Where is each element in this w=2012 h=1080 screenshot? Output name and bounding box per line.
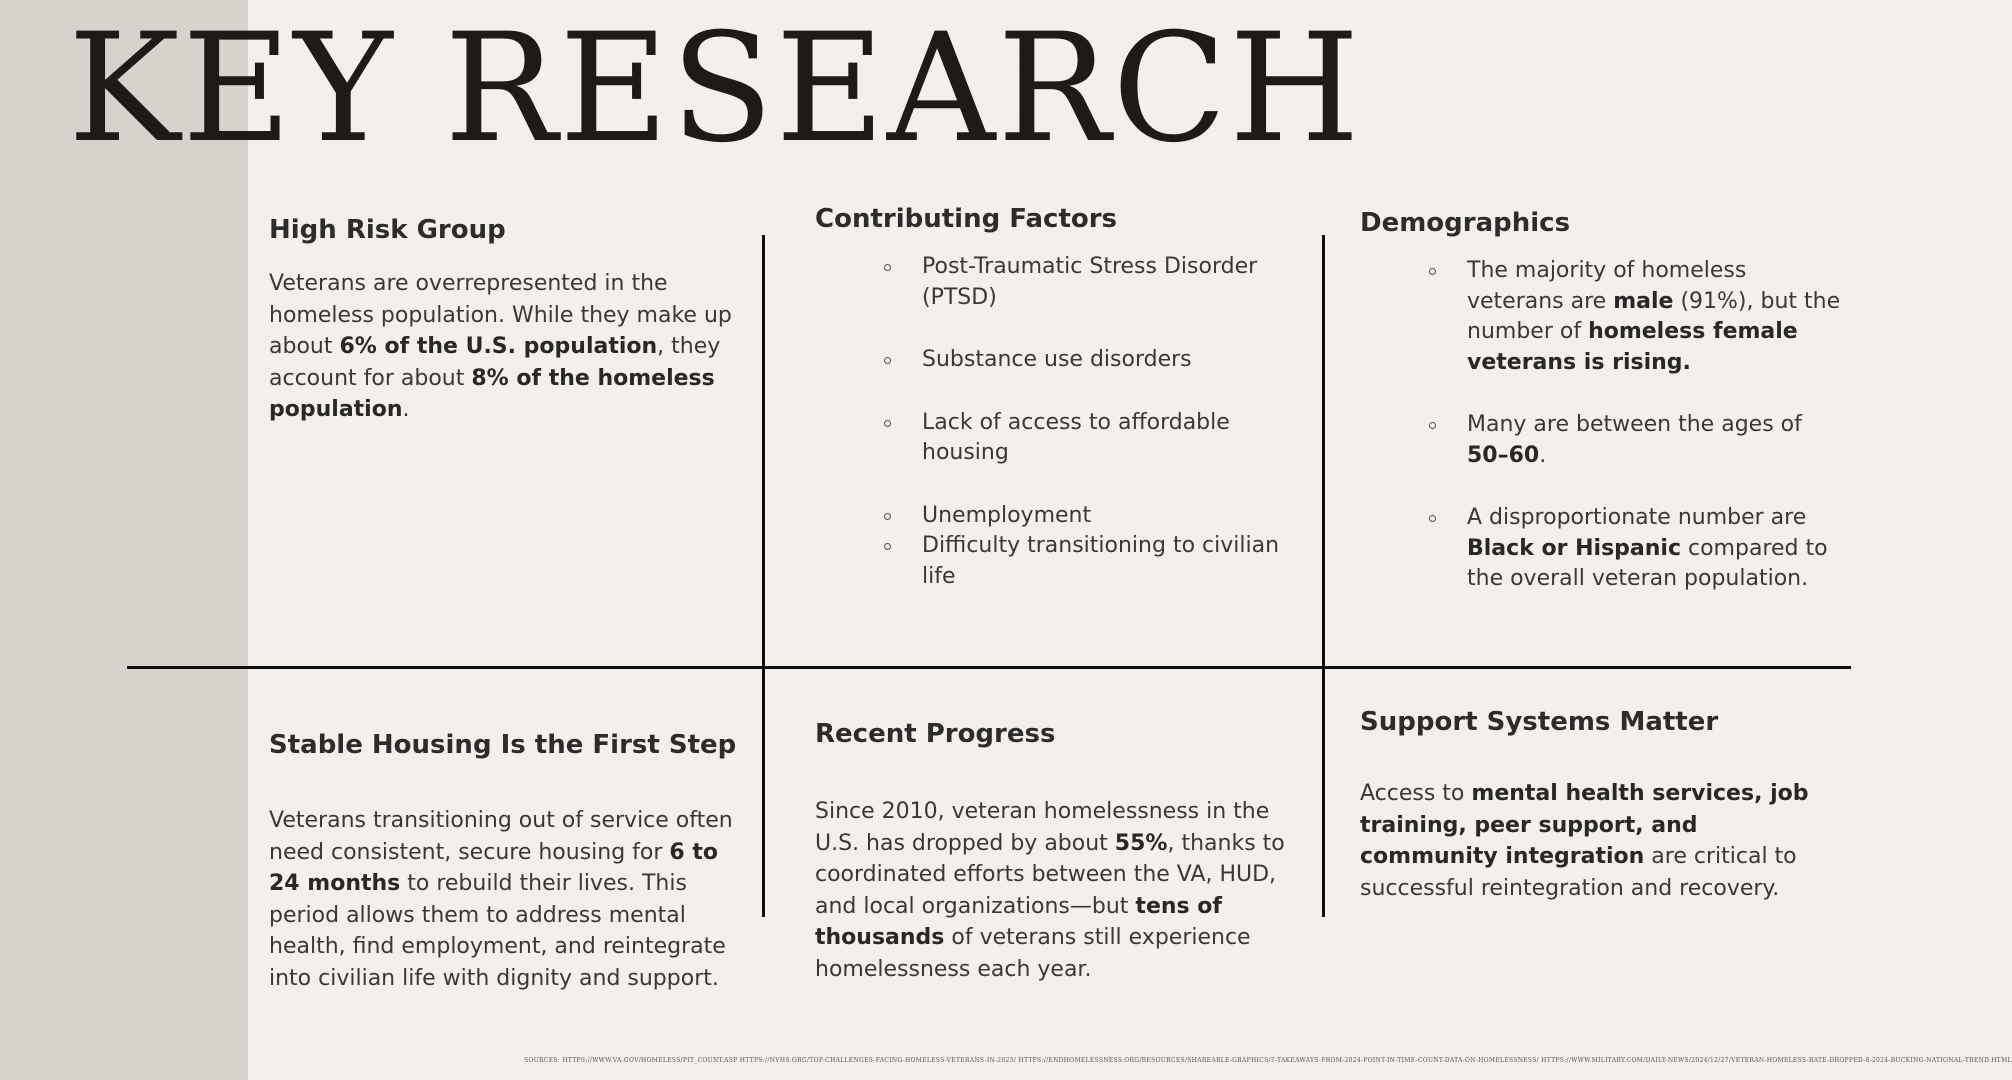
emphasis-text: 50–60	[1467, 442, 1540, 468]
section-body	[269, 805, 749, 994]
bullet-item	[922, 531, 1292, 592]
body-text: Many are between the ages of	[1467, 412, 1802, 438]
body-text: , they account for about	[269, 334, 721, 391]
section-heading: Demographics	[1360, 208, 1571, 238]
section-heading: Contributing Factors	[815, 204, 1118, 234]
emphasis-text: 55%	[1114, 830, 1168, 856]
body-text: .	[402, 397, 410, 423]
body-text: of veterans still experience homelessness each year.	[815, 925, 1251, 982]
bullet-list	[922, 252, 1292, 592]
bullet-circle-icon	[884, 264, 891, 271]
bullet-circle-icon	[1429, 268, 1436, 275]
page-title: KEY RESEARCH	[68, 2, 1362, 176]
section-body	[269, 268, 739, 426]
body-text: (91%), but the number of	[1467, 288, 1841, 345]
bullet-item	[922, 345, 1292, 376]
section-body	[815, 796, 1295, 985]
emphasis-text: male	[1613, 288, 1674, 314]
body-text: Since 2010, veteran homelessness in the U.S. has dropped by about	[815, 799, 1270, 856]
bullet-circle-icon	[884, 357, 891, 364]
bullet-item	[922, 252, 1292, 313]
recent-progress-section	[815, 719, 1295, 985]
body-text: compared to the overall veteran population.	[1467, 535, 1828, 592]
body-text: to rebuild their lives. This period allows them to address mental health, find employment, and reintegrate into civilian life with dignity and support.	[269, 871, 726, 991]
stable-housing-section	[269, 730, 749, 994]
support-systems-section	[1360, 707, 1840, 904]
emphasis-text: tens of thousands	[815, 893, 1222, 951]
demographics-section	[1360, 208, 1860, 595]
emphasis-text: Black or Hispanic	[1467, 535, 1681, 561]
bullet-circle-icon	[1429, 515, 1436, 522]
body-text: Post-Traumatic Stress Disorder (PTSD)	[922, 254, 1258, 310]
body-text: Difficulty transitioning to civilian life	[922, 533, 1280, 589]
vertical-divider-left	[762, 235, 765, 917]
body-text: The majority of homeless veterans are	[1467, 258, 1747, 314]
section-heading: Stable Housing Is the First Step	[269, 730, 737, 760]
body-text: Substance use disorders	[922, 347, 1192, 373]
body-text: are critical to successful reintegration and recovery.	[1360, 844, 1797, 901]
emphasis-text: mental health services, job training, peer support, and community integration	[1360, 781, 1809, 870]
high-risk-group-section	[269, 215, 739, 426]
emphasis-text: 6% of the U.S. population	[339, 334, 658, 360]
bullet-item	[1467, 256, 1847, 378]
bullet-item	[922, 501, 1292, 532]
emphasis-text: 6 to 24 months	[269, 839, 719, 897]
horizontal-divider	[127, 666, 1851, 669]
sources-footnote: SOURCES: HTTPS://WWW.VA.GOV/HOMELESS/PIT_COUNT.ASP HTTPS://NVHS.ORG/TOP-CHALLENGES-FACING-HOMELESS-VETERANS-IN-2025/ HTTPS://ENDHOMELESSNESS.ORG/RESOURCES/SHAREABLE-GRAPHICS/7-TAKEAWAYS-FROM-2024-POINT-IN-TIME-COUNT-DATA-ON-HOMELESSNESS/ HTTPS://WWW.MILITARY.COM/DAILY-NEWS/2024/12/27/VETERAN-HOMELESS-RATE-DROPPED-8-2024-BUCKING-NATIONAL-TREND.HTML	[524, 1057, 2012, 1064]
body-text: Veterans transitioning out of service often need consistent, secure housing for	[269, 808, 733, 865]
bullet-item	[1467, 410, 1847, 471]
bullet-circle-icon	[884, 513, 891, 520]
emphasis-text: homeless female veterans is rising.	[1467, 319, 1798, 375]
body-text: Unemployment	[922, 502, 1092, 528]
bullet-item	[922, 408, 1292, 469]
section-heading: High Risk Group	[269, 215, 506, 245]
body-text: Veterans are overrepresented in the homeless population. While they make up about	[269, 271, 732, 360]
body-text: Access to	[1360, 781, 1472, 807]
emphasis-text: 8% of the homeless population	[269, 365, 715, 423]
bullet-item	[1467, 503, 1847, 595]
body-text: .	[1539, 442, 1547, 468]
bullet-circle-icon	[884, 543, 891, 550]
body-text: , thanks to coordinated efforts between the VA, HUD, and local organizations—but	[815, 830, 1285, 919]
contributing-factors-section	[815, 204, 1295, 592]
section-body	[1360, 778, 1840, 904]
vertical-divider-right	[1322, 235, 1325, 917]
section-heading: Recent Progress	[815, 719, 1056, 749]
bullet-circle-icon	[884, 420, 891, 427]
section-heading: Support Systems Matter	[1360, 707, 1719, 737]
bullet-list	[1467, 256, 1847, 595]
bullet-circle-icon	[1429, 422, 1436, 429]
body-text: A disproportionate number are	[1467, 505, 1807, 531]
body-text: Lack of access to affordable housing	[922, 409, 1230, 466]
